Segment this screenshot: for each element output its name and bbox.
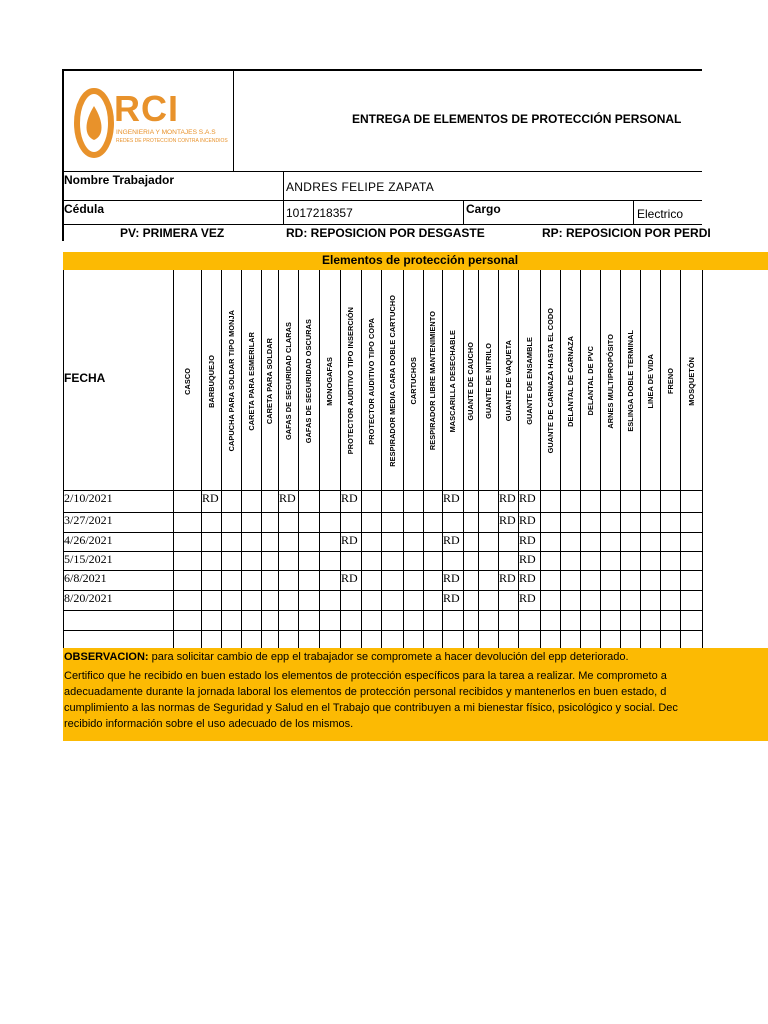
column-header: ARNES MULTIPROPÓSITO	[605, 333, 615, 429]
column-header: CARETA PARA ESMERILAR	[246, 331, 256, 431]
column-header: GUANTE DE ENSAMBLE	[524, 337, 534, 425]
column-header: GUANTE DE CARNAZA HASTA EL CODO	[545, 308, 555, 454]
id-label: Cédula	[64, 202, 105, 216]
cert-line: adecuadamente durante la jornada laboral los elementos de protección personal recibidos y mantenerlos en buen estado, d	[64, 686, 667, 698]
worker-label: Nombre Trabajador	[64, 173, 175, 187]
column-header: GUANTE DE VAQUETA	[503, 340, 513, 422]
epp-mark: RD	[443, 571, 460, 585]
certification-text	[64, 668, 678, 732]
observation-line	[64, 649, 629, 665]
role-label: Cargo	[466, 202, 501, 216]
observation-label: OBSERVACION:	[64, 651, 149, 663]
epp-mark: RD	[519, 533, 536, 547]
row-date: 4/26/2021	[64, 533, 113, 547]
epp-mark: RD	[443, 533, 460, 547]
column-header: RESPIRADOR LIBRE MANTENIMIENTO	[428, 311, 437, 451]
cert-line: recibido información sobre el uso adecuado de los mismos.	[64, 718, 354, 730]
row-date: 3/27/2021	[64, 513, 113, 527]
row-date: 5/15/2021	[64, 552, 113, 566]
epp-mark: RD	[519, 513, 536, 527]
logo-subline-2: REDES DE PROTECCION CONTRA INCENDIOS	[116, 138, 228, 144]
epp-mark: RD	[499, 571, 516, 585]
logo-subline-1: INGENIERIA Y MONTAJES S.A.S	[116, 129, 216, 136]
column-header: RESPIRADOR MEDIA CARA DOBLE CARTUCHO	[387, 295, 397, 467]
column-header: GUANTE DE NITRILO	[483, 343, 493, 419]
section-title: Elementos de protección personal	[322, 253, 519, 267]
epp-mark: RD	[443, 491, 460, 505]
code-rp: RP: REPOSICION POR PERDI	[542, 226, 711, 240]
column-header: FRENO	[665, 367, 675, 395]
code-rd: RD: REPOSICION POR DESGASTE	[286, 226, 485, 240]
epp-mark: RD	[519, 571, 536, 585]
epp-mark: RD	[499, 513, 516, 527]
flame-drop-icon	[74, 88, 114, 158]
column-header: MOSQUETÓN	[686, 356, 696, 406]
epp-mark: RD	[279, 491, 296, 505]
column-header: GUANTE DE CAUCHO	[466, 341, 475, 421]
observation-text: para solicitar cambio de epp el trabajador se compromete a hacer devolución del epp deteriorado.	[148, 651, 629, 663]
column-header: MONOGAFAS	[325, 356, 334, 406]
code-pv: PV: PRIMERA VEZ	[120, 226, 225, 240]
column-header: DELANTAL DE PVC	[585, 346, 595, 416]
column-header: PROTECTOR AUDITIVO TIPO COPA	[366, 317, 376, 445]
column-header: BARBUQUEJO	[206, 354, 216, 408]
worker-value: ANDRES FELIPE ZAPATA	[286, 180, 435, 194]
column-header: DELANTAL DE CARNAZA	[565, 335, 575, 427]
column-header: CARETA PARA SOLDAR	[265, 337, 274, 425]
logo-text: RCI	[114, 88, 179, 129]
column-header: GAFAS DE SEGURIDAD OSCURAS	[304, 318, 313, 444]
epp-mark: RD	[202, 491, 219, 505]
column-header: CAPUCHA PARA SOLDAR TIPO MONJA	[226, 310, 236, 452]
row-date: 6/8/2021	[64, 571, 107, 585]
id-value: 1017218357	[286, 206, 353, 220]
column-header: PROTECTOR AUDITIVO TIPO INSERCIÓN	[346, 307, 355, 455]
epp-mark: RD	[341, 571, 358, 585]
row-date: 2/10/2021	[64, 491, 113, 505]
column-header: ESLINGA DOBLE TERMINAL	[625, 330, 635, 432]
epp-mark: RD	[519, 591, 536, 605]
cert-line: Certifico que he recibido en buen estado los elementos de protección específicos para la tarea a realizar. Me comprometo a	[64, 670, 667, 682]
column-header: GAFAS DE SEGURIDAD CLARAS	[283, 321, 293, 441]
role-value: Electrico	[637, 207, 684, 221]
epp-mark: RD	[519, 491, 536, 505]
column-header: CARTUCHOS	[408, 357, 418, 405]
column-header: MASCARILLA DESECHABLE	[448, 329, 457, 433]
company-logo	[74, 88, 228, 160]
column-header: CASCO	[182, 367, 192, 395]
epp-mark: RD	[443, 591, 460, 605]
epp-mark: RD	[519, 552, 536, 566]
date-header: FECHA	[64, 371, 106, 385]
epp-mark: RD	[341, 533, 358, 547]
form-title: ENTREGA DE ELEMENTOS DE PROTECCIÓN PERSONAL	[352, 112, 682, 126]
cert-line: cumplimiento a las normas de Seguridad y Salud en el Trabajo que contribuyen a mi bienestar físico, psicológico y social. Dec	[64, 702, 678, 714]
epp-mark: RD	[499, 491, 516, 505]
epp-mark: RD	[341, 491, 358, 505]
row-date: 8/20/2021	[64, 591, 113, 605]
column-header: LINEA DE VIDA	[645, 353, 655, 409]
